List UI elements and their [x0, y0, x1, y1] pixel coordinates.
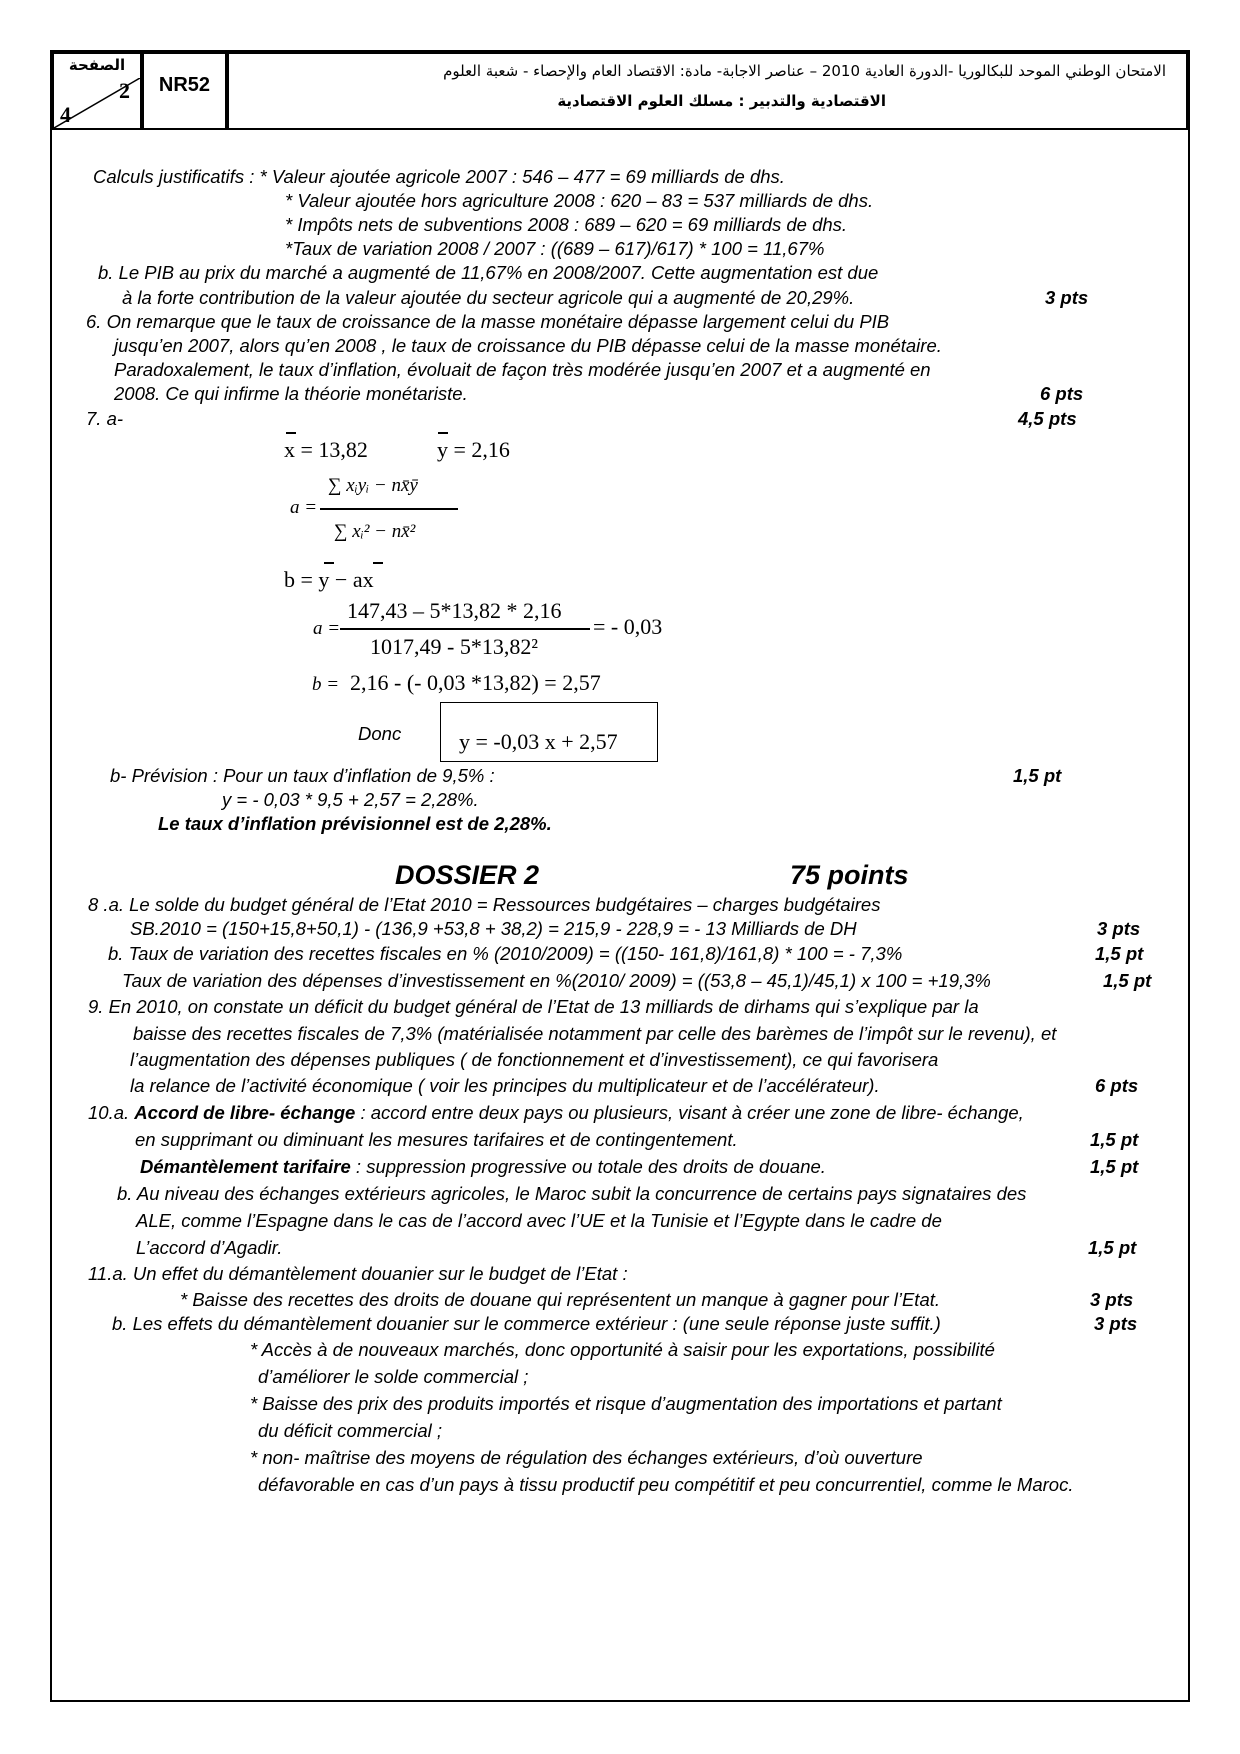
q9-line-1: 9. En 2010, on constate un déficit du budget général de l’Etat de 13 milliards de dirhams qui s’explique par la	[88, 996, 979, 1017]
page-number: 2	[119, 78, 130, 103]
q5b-line-2: à la forte contribution de la valeur ajoutée du secteur agricole qui a augmenté de 20,29%.	[122, 287, 855, 308]
q10a-points-2: 1,5 pt	[1090, 1156, 1139, 1177]
b-calc-label: b =	[312, 674, 340, 695]
q10-line-2: en supprimant ou diminuant les mesures tarifaires et de contingentement.	[135, 1129, 738, 1150]
q7a-points: 4,5 pts	[1018, 408, 1077, 429]
q11-line-6: * Baisse des prix des produits importés et risque d’augmentation des importations et partant	[250, 1393, 1002, 1414]
q11-line-7: du déficit commercial ;	[258, 1420, 443, 1441]
xbar-overline	[286, 432, 296, 434]
q11-line-2: * Baisse des recettes des droits de douane qui représentent un manque à gagner pour l’Etat.	[180, 1289, 941, 1310]
q10-line-3-rest: : suppression progressive ou totale des droits de douane.	[350, 1156, 826, 1177]
q11-line-8: * non- maîtrise des moyens de régulation des échanges extérieurs, d’où ouverture	[250, 1447, 923, 1468]
q11-line-9: défavorable en cas d’un pays à tissu productif peu compétitif et peu concurrentiel, comme le Maroc.	[258, 1474, 1074, 1495]
q5b-points: 3 pts	[1045, 287, 1089, 308]
q10a-points-1: 1,5 pt	[1090, 1129, 1139, 1150]
q10-prefix: 10.a.	[88, 1102, 135, 1123]
q11b-points: 3 pts	[1094, 1313, 1138, 1334]
q6-points: 6 pts	[1040, 383, 1084, 404]
q10-line-4: b. Au niveau des échanges extérieurs agricoles, le Maroc subit la concurrence de certains pays signataires des	[117, 1183, 1027, 1204]
q8-line-1: 8 .a. Le solde du budget général de l’Etat 2010 = Ressources budgétaires – charges budgétaires	[88, 894, 881, 915]
a-formula-fraction-bar	[320, 508, 458, 510]
q8a-points: 3 pts	[1097, 918, 1141, 939]
ybar-value: y = 2,16	[437, 437, 510, 462]
dossier-title: DOSSIER 2	[395, 860, 540, 890]
dossier-points: 75 points	[790, 860, 909, 890]
q8b-points-2: 1,5 pt	[1103, 970, 1152, 991]
exam-title-line1: الامتحان الوطني الموحد للبكالوريا -الدورة العادية 2010 – عناصر الاجابة- مادة: الاقتصاد العام والإحصاء - شعبة العلوم	[443, 62, 1166, 80]
a-formula-label: a =	[290, 497, 318, 518]
q10-term-ale: Accord de libre- échange	[134, 1102, 356, 1123]
q10-term-demantelement: Démantèlement tarifaire	[140, 1156, 351, 1177]
q8-line-3: b. Taux de variation des recettes fiscales en % (2010/2009) = ((150- 161,8)/161,8) * 100 = - 7,3%	[108, 943, 903, 964]
q10-line-3	[140, 1156, 826, 1178]
regression-equation: y = -0,03 x + 2,57	[459, 729, 618, 754]
q6-line-3: Paradoxalement, le taux d’inflation, évoluait de façon très modérée jusqu’en 2007 et a augmenté en	[114, 359, 931, 380]
q6-line-1: 6. On remarque que le taux de croissance de la masse monétaire dépasse largement celui du PIB	[86, 311, 890, 332]
q7-label: 7. a-	[86, 408, 124, 429]
calc-line-4: *Taux de variation 2008 / 2007 : ((689 – 617)/617) * 100 = 11,67%	[285, 238, 825, 259]
q5b-line-1: b. Le PIB au prix du marché a augmenté de 11,67% en 2008/2007. Cette augmentation est due	[98, 262, 879, 283]
ybar-overline	[438, 432, 448, 434]
q8-line-2: SB.2010 = (150+15,8+50,1) - (136,9 +53,8 + 38,2) = 215,9 - 228,9 = - 13 Milliards de DH	[130, 918, 857, 939]
q9-line-4: la relance de l’activité économique ( voir les principes du multiplicateur et de l’accélérateur).	[130, 1075, 880, 1096]
q6-line-2: jusqu’en 2007, alors qu’en 2008 , le taux de croissance du PIB dépasse celui de la masse monétaire.	[114, 335, 942, 356]
b-formula-xbar	[373, 562, 383, 564]
b-calc: 2,16 - (- 0,03 *13,82) = 2,57	[350, 670, 601, 695]
exam-code-box	[142, 52, 227, 130]
q11a-points: 3 pts	[1090, 1289, 1134, 1310]
exam-title-line2: الاقتصادية والتدبير : مسلك العلوم الاقتصادية	[557, 92, 886, 110]
q11-line-4: * Accès à de nouveaux marchés, donc opportunité à saisir pour les exportations, possibilité	[250, 1339, 995, 1360]
regression-result-box	[440, 702, 658, 762]
page-label: الصفحة	[68, 56, 126, 74]
q9-line-3: l’augmentation des dépenses publiques ( de fonctionnement et d’investissement), ce qui favorisera	[130, 1049, 939, 1070]
a-calc-denominator: 1017,49 - 5*13,82²	[370, 634, 538, 659]
a-formula-denominator: ∑ xᵢ² − nx̄²	[334, 521, 416, 542]
a-calc-fraction-bar	[340, 628, 590, 630]
exam-code: NR52	[158, 74, 211, 96]
a-calc-numerator: 147,43 – 5*13,82 * 2,16	[347, 598, 562, 623]
q7b-line-1: b- Prévision : Pour un taux d’inflation de 9,5% :	[110, 765, 495, 786]
q9-line-2: baisse des recettes fiscales de 7,3% (matérialisée notamment par celle des barèmes de l’impôt sur le revenu), et	[133, 1023, 1057, 1044]
a-formula-numerator: ∑ xᵢyᵢ − nx̄ȳ	[328, 475, 418, 496]
q9-points: 6 pts	[1095, 1075, 1139, 1096]
q11-line-1: 11.a. Un effet du démantèlement douanier sur le budget de l’Etat :	[88, 1263, 628, 1284]
q10-line-6: L’accord d’Agadir.	[136, 1237, 283, 1258]
exam-title-box	[227, 52, 1188, 130]
donc-label: Donc	[358, 723, 402, 744]
a-calc-result: = - 0,03	[593, 614, 663, 639]
q8b-points-1: 1,5 pt	[1095, 943, 1144, 964]
q11-line-3: b. Les effets du démantèlement douanier sur le commerce extérieur : (une seule réponse juste suffit.)	[112, 1313, 941, 1334]
calc-line-2: * Valeur ajoutée hors agriculture 2008 : 620 – 83 = 537 milliards de dhs.	[285, 190, 874, 211]
q8-line-4: Taux de variation des dépenses d’investissement en %(2010/ 2009) = ((53,8 – 45,1)/45,1) x 100 = +19,3%	[122, 970, 991, 991]
b-formula-ybar	[324, 562, 334, 564]
b-formula: b = y − ax	[284, 567, 374, 592]
q10-line-1-rest: : accord entre deux pays ou plusieurs, visant à créer une zone de libre- échange,	[355, 1102, 1024, 1123]
page-number-box	[52, 52, 142, 130]
q10-line-1	[88, 1102, 1024, 1124]
a-calc-label: a =	[313, 618, 341, 639]
q10b-points: 1,5 pt	[1088, 1237, 1137, 1258]
q7b-line-2: y = - 0,03 * 9,5 + 2,57 = 2,28%.	[222, 789, 479, 810]
calc-line-1: Calculs justificatifs : * Valeur ajoutée agricole 2007 : 546 – 477 = 69 milliards de dhs.	[93, 166, 785, 187]
calc-line-3: * Impôts nets de subventions 2008 : 689 – 620 = 69 milliards de dhs.	[285, 214, 848, 235]
q7b-points: 1,5 pt	[1013, 765, 1062, 786]
xbar-value: x = 13,82	[284, 437, 368, 462]
page-total: 4	[60, 102, 71, 127]
q7b-conclusion: Le taux d’inflation prévisionnel est de 2,28%.	[158, 813, 552, 834]
q11-line-5: d’améliorer le solde commercial ;	[258, 1366, 529, 1387]
q10-line-5: ALE, comme l’Espagne dans le cas de l’accord avec l’UE et la Tunisie et l’Egypte dans le cadre de	[136, 1210, 942, 1231]
q6-line-4: 2008. Ce qui infirme la théorie monétariste.	[114, 383, 468, 404]
